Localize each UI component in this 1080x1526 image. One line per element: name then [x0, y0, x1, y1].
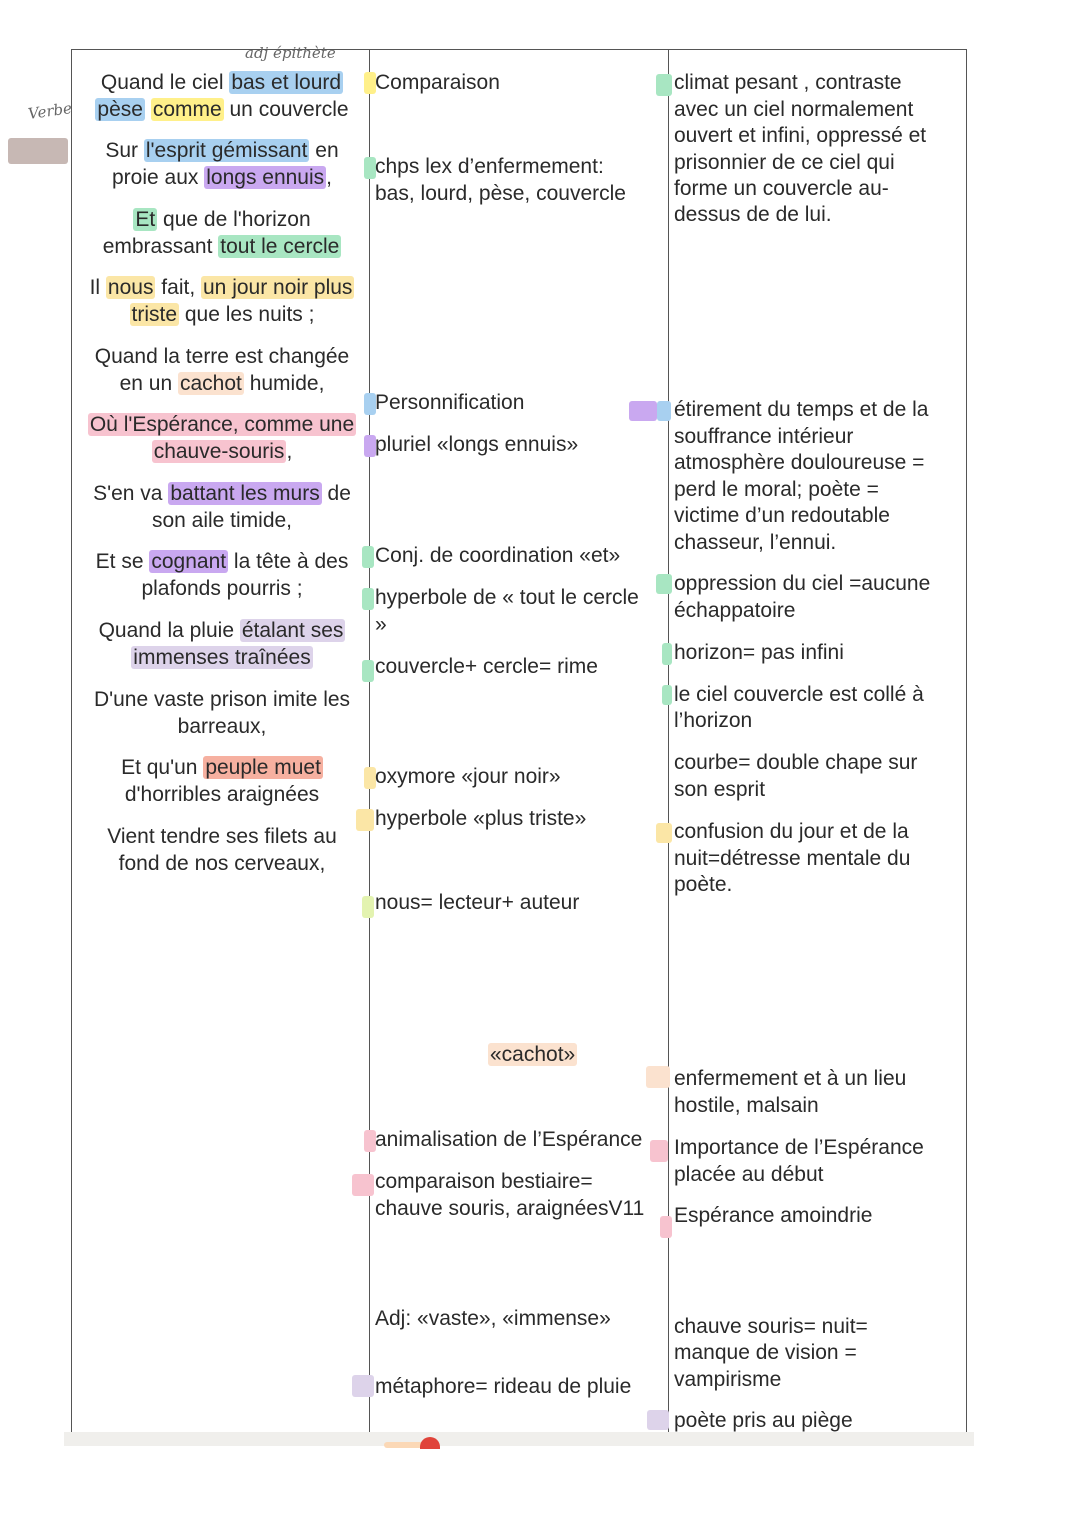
poem-line-9: Quand la terre est changée [94, 345, 350, 368]
effect-etirement-line-4: perd le moral; poète = [674, 478, 879, 501]
figure-personnification: Personnification [375, 391, 525, 414]
figure-hyperbole-triste: hyperbole «plus triste» [375, 807, 587, 830]
poem-line-15: Et se cognant la tête à des [95, 550, 349, 573]
effect-etirement-line-6: chasseur, l’ennui. [674, 531, 837, 554]
poem-line-13: S'en va battant les murs de [93, 482, 351, 505]
gray-tab-marker [8, 138, 68, 164]
figure-bestiaire-line-2: chauve souris, araignéesV11 [375, 1197, 645, 1220]
figure-conj: Conj. de coordination «et» [375, 544, 621, 567]
effect-importance-line-2: placée au début [674, 1163, 824, 1186]
effect-courbe-line-2: son esprit [674, 778, 766, 801]
bottom-peach-marker [384, 1442, 424, 1448]
poem-line-17: Quand la pluie étalant ses [98, 619, 344, 642]
effect-confusion-line-1: confusion du jour et de la [674, 820, 909, 843]
effect-climat-line-3: ouvert et infini, oppressé et [674, 124, 927, 147]
effect-courbe-line-1: courbe= double chape sur [674, 751, 918, 774]
poem-line-23: Vient tendre ses filets au [107, 825, 337, 848]
effect-esperance-amoindrie: Espérance amoindrie [674, 1204, 873, 1227]
poem-line-19: D'une vaste prison imite les [93, 688, 351, 711]
marker-lime [362, 896, 374, 918]
figure-rime: couvercle+ cercle= rime [375, 655, 598, 678]
poem-line-24: fond de nos cerveaux, [118, 852, 326, 875]
marker-pink [650, 1140, 668, 1162]
figure-bestiaire-line-1: comparaison bestiaire= [375, 1170, 593, 1193]
poem-line-18: immenses traînées [133, 646, 311, 669]
effect-climat-line-6: dessus de de lui. [674, 203, 832, 226]
poem-line-2: pèse comme un couvercle [97, 98, 349, 121]
marker-green [656, 574, 672, 594]
poem-line-4: proie aux longs ennuis, [112, 166, 332, 189]
effect-importance-line-1: Importance de l’Espérance [674, 1136, 924, 1159]
marker-yellow [656, 823, 672, 843]
marker-pink [352, 1174, 374, 1196]
poem-line-6: embrassant tout le cercle [102, 235, 340, 258]
effect-chauve-souris-line-3: vampirisme [674, 1368, 782, 1391]
figure-oxymore: oxymore «jour noir» [375, 765, 561, 788]
effect-climat-line-5: forme un couvercle au- [674, 177, 889, 200]
page-bottom-strip [64, 1432, 974, 1446]
marker-green [662, 685, 672, 705]
effect-colle-line-1: le ciel couvercle est collé à [674, 683, 924, 706]
marker-yellow [356, 809, 374, 831]
effect-climat-line-4: prisonnier de ce ciel qui [674, 151, 895, 174]
figure-pluriel: pluriel «longs ennuis» [375, 433, 579, 456]
marker-lavender [352, 1375, 374, 1397]
effect-etirement-line-1: étirement du temps et de la [674, 398, 929, 421]
poem-line-5: Et que de l'horizon [135, 208, 311, 231]
table-top-border [71, 49, 967, 50]
figure-comparaison: Comparaison [375, 71, 500, 94]
poem-line-10: en un cachot humide, [119, 372, 325, 395]
figure-nous: nous= lecteur+ auteur [375, 891, 580, 914]
effect-etirement-line-3: atmosphère douloureuse = [674, 451, 925, 474]
marker-green [656, 74, 672, 96]
effect-oppression-line-1: oppression du ciel =aucune [674, 572, 931, 595]
table-right-border [966, 49, 967, 1433]
poem-line-3: Sur l'esprit gémissant en [105, 139, 339, 162]
effect-climat-line-1: climat pesant , contraste [674, 71, 902, 94]
marker-green [362, 660, 374, 682]
effect-enfermement-line-1: enfermement et à un lieu [674, 1067, 907, 1090]
effect-horizon: horizon= pas infini [674, 641, 844, 664]
effect-etirement-line-5: victime d’un redoutable [674, 504, 890, 527]
poem-line-21: Et qu'un peuple muet [121, 756, 321, 779]
poem-line-14: son aile timide, [151, 509, 293, 532]
effect-etirement-line-2: souffrance intérieur [674, 425, 854, 448]
figure-metaphore: métaphore= rideau de pluie [375, 1375, 632, 1398]
poem-line-20: barreaux, [177, 715, 267, 738]
marker-pink [660, 1216, 672, 1238]
effect-chauve-souris-line-2: manque de vision = [674, 1341, 857, 1364]
effect-chauve-souris-line-1: chauve souris= nuit= [674, 1315, 868, 1338]
figure-chps-line-1: chps lex d’enfermement: [375, 155, 604, 178]
effect-confusion-line-2: nuit=détresse mentale du [674, 847, 911, 870]
poem-line-1: Quand le ciel bas et lourd [100, 71, 342, 94]
poem-line-16: plafonds pourris ; [141, 577, 303, 600]
marker-green [662, 643, 672, 665]
figure-hyperbole-cercle: hyperbole de « tout le cercle [375, 586, 639, 609]
poem-line-7: Il nous fait, un jour noir plus [89, 276, 353, 299]
poem-line-12: chauve-souris, [153, 440, 293, 463]
effect-enfermement-line-2: hostile, malsain [674, 1094, 819, 1117]
marker-blue [657, 401, 671, 421]
handwritten-verbe: Verbe [26, 99, 74, 123]
poem-line-8: triste que les nuits ; [131, 303, 315, 326]
marker-peach [646, 1066, 670, 1088]
handwritten-adj-epithete: adj épithète [245, 44, 336, 62]
marker-green [362, 546, 374, 568]
marker-purple [629, 401, 657, 421]
marker-green [362, 588, 374, 610]
poem-line-11: Où l'Espérance, comme une [89, 413, 355, 436]
figure-adj: Adj: «vaste», «immense» [375, 1307, 611, 1330]
figure-hyperbole-cercle-end: » [375, 613, 387, 636]
effect-climat-line-2: avec un ciel normalement [674, 98, 914, 121]
effect-confusion-line-3: poète. [674, 873, 733, 896]
poem-line-22: d'horribles araignées [124, 783, 320, 806]
figure-cachot: «cachot» [490, 1043, 576, 1066]
effect-poete-piege: poète pris au piège [674, 1409, 853, 1432]
effect-colle-line-2: l’horizon [674, 709, 753, 732]
effect-oppression-line-2: échappatoire [674, 599, 796, 622]
figure-animalisation: animalisation de l’Espérance [375, 1128, 643, 1151]
figure-chps-line-2: bas, lourd, pèse, couvercle [375, 182, 626, 205]
marker-lavender [647, 1410, 669, 1430]
